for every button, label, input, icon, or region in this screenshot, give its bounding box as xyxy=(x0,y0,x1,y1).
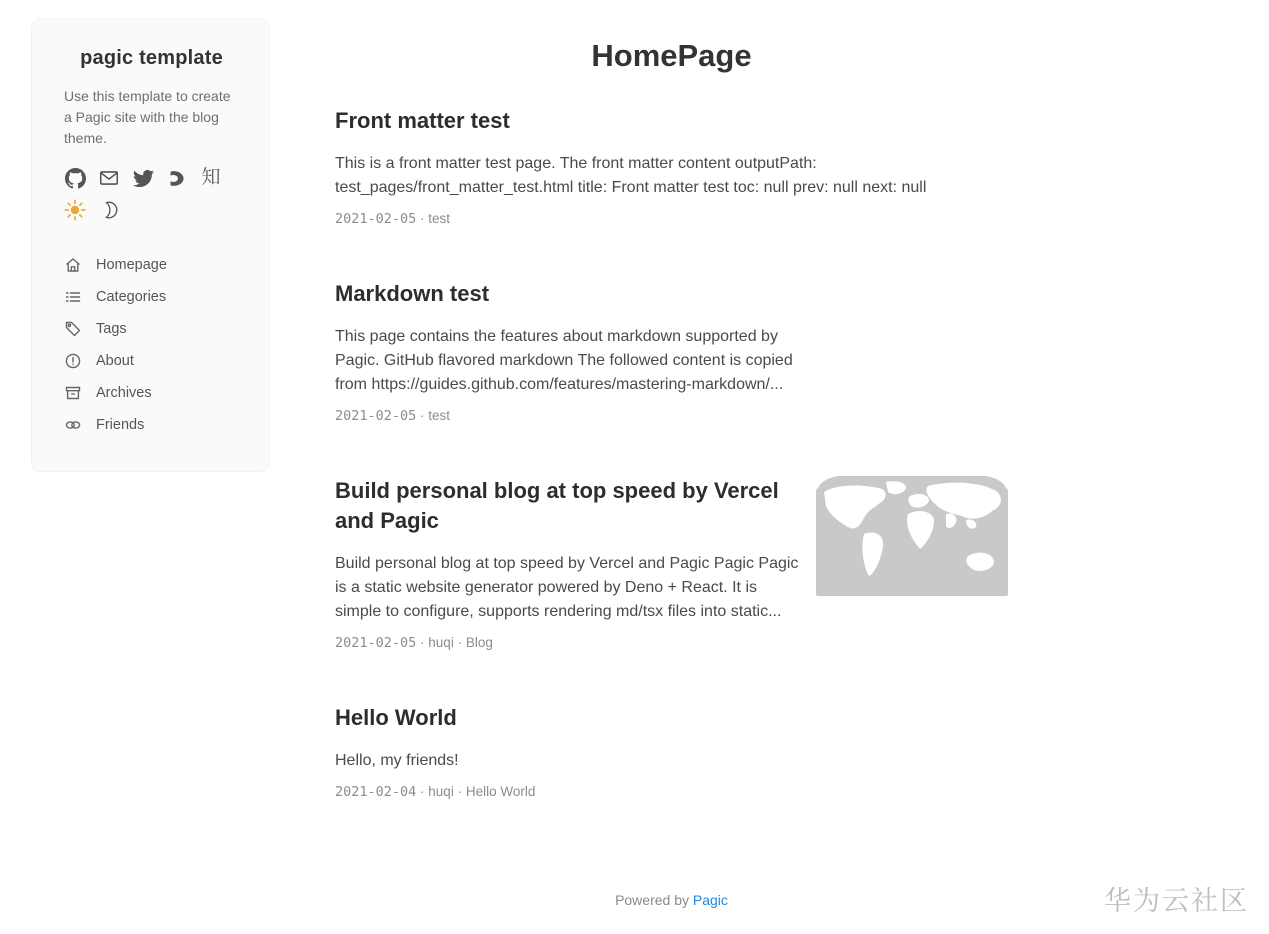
main-content xyxy=(335,0,1008,932)
archive-icon xyxy=(64,384,82,402)
post-date: 2021-02-05 xyxy=(335,408,417,424)
theme-toggle-row xyxy=(64,199,239,221)
post-item xyxy=(335,106,1008,227)
post-title-link[interactable]: Hello World xyxy=(335,705,457,730)
post-summary: Hello, my friends! xyxy=(335,752,459,769)
zhihu-icon[interactable] xyxy=(200,167,222,189)
sidebar-item-categories[interactable] xyxy=(64,281,239,313)
post-meta xyxy=(335,784,1008,800)
sidebar xyxy=(31,18,270,472)
post-meta xyxy=(335,635,800,651)
post-meta xyxy=(335,408,1008,424)
post-meta-tags: · test xyxy=(420,408,451,423)
sidebar-item-tags[interactable] xyxy=(64,313,239,345)
post-date: 2021-02-04 xyxy=(335,784,417,800)
page-title: HomePage xyxy=(591,38,752,73)
sidebar-item-label: Friends xyxy=(96,417,145,433)
csdn-icon[interactable] xyxy=(166,167,188,189)
powered-by-text: Powered by xyxy=(615,892,689,908)
site-description: Use this template to create a Pagic site with the blog theme. xyxy=(64,88,231,146)
sidebar-item-label: Homepage xyxy=(96,257,167,273)
link-icon xyxy=(64,416,82,434)
sidebar-item-label: Categories xyxy=(96,289,167,305)
info-icon xyxy=(64,352,82,370)
world-map-image xyxy=(816,476,1008,596)
post-summary: This page contains the features about markdown supported by Pagic. GitHub flavored markdown The followed content is copied from https://guides.github.com/features/mastering-markdown/... xyxy=(335,328,793,393)
sidebar-item-homepage[interactable] xyxy=(64,249,239,281)
post-summary: Build personal blog at top speed by Vercel and Pagic Pagic Pagic is a static website generator powered by Deno + React. It is simple to configure, supports rendering md/tsx files into static... xyxy=(335,555,799,620)
tag-icon xyxy=(64,320,82,338)
twitter-icon[interactable] xyxy=(132,167,154,189)
social-links-row xyxy=(64,167,239,189)
post-title-link[interactable]: Front matter test xyxy=(335,108,510,133)
post-item xyxy=(335,279,1008,424)
pagic-link[interactable]: Pagic xyxy=(692,892,728,908)
post-item xyxy=(335,476,1008,651)
sidebar-item-archives[interactable] xyxy=(64,377,239,409)
sidebar-nav xyxy=(64,249,239,441)
sidebar-item-label: Archives xyxy=(96,385,152,401)
zhihu-glyph: 知 xyxy=(201,167,221,188)
post-summary: This is a front matter test page. The front matter content outputPath: test_pages/front_matter_test.html title: Front matter test toc: null prev: null next: null xyxy=(335,155,927,196)
post-title-link[interactable]: Build personal blog at top speed by Vercel and Pagic xyxy=(335,478,779,533)
footer xyxy=(335,892,1008,932)
home-icon xyxy=(64,256,82,274)
post-date: 2021-02-05 xyxy=(335,635,417,651)
post-meta xyxy=(335,211,1008,227)
sidebar-item-label: Tags xyxy=(96,321,127,337)
post-title-link[interactable]: Markdown test xyxy=(335,281,490,306)
post-item xyxy=(335,703,1008,800)
post-meta-tags: · huqi · Hello World xyxy=(420,784,536,799)
list-icon xyxy=(64,288,82,306)
sidebar-item-label: About xyxy=(96,353,134,369)
watermark: 华为云社区 xyxy=(1104,886,1249,916)
email-icon[interactable] xyxy=(98,167,120,189)
post-text-column xyxy=(335,476,800,651)
post-date: 2021-02-05 xyxy=(335,211,417,227)
moon-icon[interactable] xyxy=(98,199,120,221)
github-icon[interactable] xyxy=(64,167,86,189)
sidebar-item-about[interactable] xyxy=(64,345,239,377)
sidebar-item-friends[interactable] xyxy=(64,409,239,441)
sun-icon[interactable] xyxy=(64,199,86,221)
site-title[interactable]: pagic template xyxy=(80,47,223,69)
post-meta-tags: · huqi · Blog xyxy=(420,635,493,650)
post-meta-tags: · test xyxy=(420,211,451,226)
